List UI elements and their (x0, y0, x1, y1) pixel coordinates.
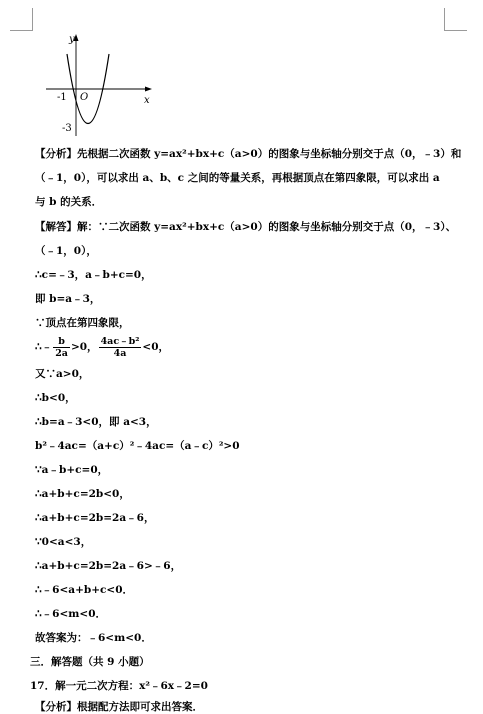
minus-three-label: -3 (62, 123, 72, 134)
solution-line-15: ∴a+b+c=2b=2a﹣6>﹣6， (35, 560, 182, 572)
fraction-1-numerator: b (53, 336, 70, 348)
fraction-2-numerator: 4ac﹣b² (100, 335, 140, 347)
solution-line-14: ∵0<a<3， (35, 536, 92, 548)
page-corner-mark-top-left (10, 8, 33, 31)
solution-line-fractions (35, 333, 169, 361)
x-axis-arrow (145, 87, 152, 92)
parabola-graph (40, 28, 160, 138)
solution-line-8: ∴b<0， (35, 392, 76, 404)
fraction-line-middle: >0， (70, 341, 98, 353)
solution-line-9: ∴b=a﹣3<0，即 a<3， (35, 416, 157, 428)
fraction-line-suffix: <0， (142, 341, 170, 353)
section-heading: 三．解答题（共 9 小题） (30, 656, 150, 668)
minus-one-label: -1 (57, 92, 67, 103)
solution-line-7: 又∵a>0， (35, 368, 90, 380)
analysis-line-1: 【分析】先根据二次函数 y=ax²+bx+c（a>0）的图象与坐标轴分别交于点（0，﹣3）和 (35, 148, 462, 160)
answer-line: 故答案为：﹣6<m<0． (35, 632, 152, 644)
solution-line-12: ∴a+b+c=2b<0， (35, 488, 130, 500)
fraction-2-denominator: 4a (113, 347, 127, 359)
solution-line-13: ∴a+b+c=2b=2a﹣6， (35, 512, 155, 524)
y-axis-label: y (69, 34, 75, 45)
fraction-b-over-2a (53, 336, 70, 359)
solution-line-3: ∴c=﹣3，a﹣b+c=0， (35, 269, 152, 281)
fraction-line-prefix: ∴﹣ (35, 341, 53, 353)
fraction-1-denominator: 2a (55, 347, 68, 359)
solution-line-11: ∵a﹣b+c=0， (35, 464, 109, 476)
solution-line-2: （﹣1，0）， (35, 245, 97, 257)
x-axis-label: x (144, 95, 150, 106)
question-17-analysis: 【分析】根据配方法即可求出答案． (35, 701, 203, 713)
solution-line-10: b²﹣4ac=（a+c）²﹣4ac=（a﹣c）²>0 (35, 440, 240, 452)
solution-line-5: ∵顶点在第四象限， (35, 317, 130, 329)
analysis-line-2: （﹣1，0），可以求出 a、b、c 之间的等量关系，再根据顶点在第四象限，可以求出 a (35, 172, 440, 184)
solution-line-4: 即 b=a﹣3， (35, 293, 101, 305)
solution-line-16: ∴﹣6<a+b+c<0． (35, 584, 134, 596)
origin-label: O (80, 92, 89, 103)
question-17: 17．解一元二次方程：x²﹣6x﹣2=0 (30, 680, 208, 692)
solution-line-17: ∴﹣6<m<0． (35, 608, 106, 620)
fraction-discriminant (99, 336, 142, 359)
solution-line-1: 【解答】解：∵二次函数 y=ax²+bx+c（a>0）的图象与坐标轴分别交于点（0，﹣3）、 (35, 221, 457, 233)
analysis-line-3: 与 b 的关系． (35, 196, 103, 208)
page-corner-mark-top-right (444, 8, 467, 31)
